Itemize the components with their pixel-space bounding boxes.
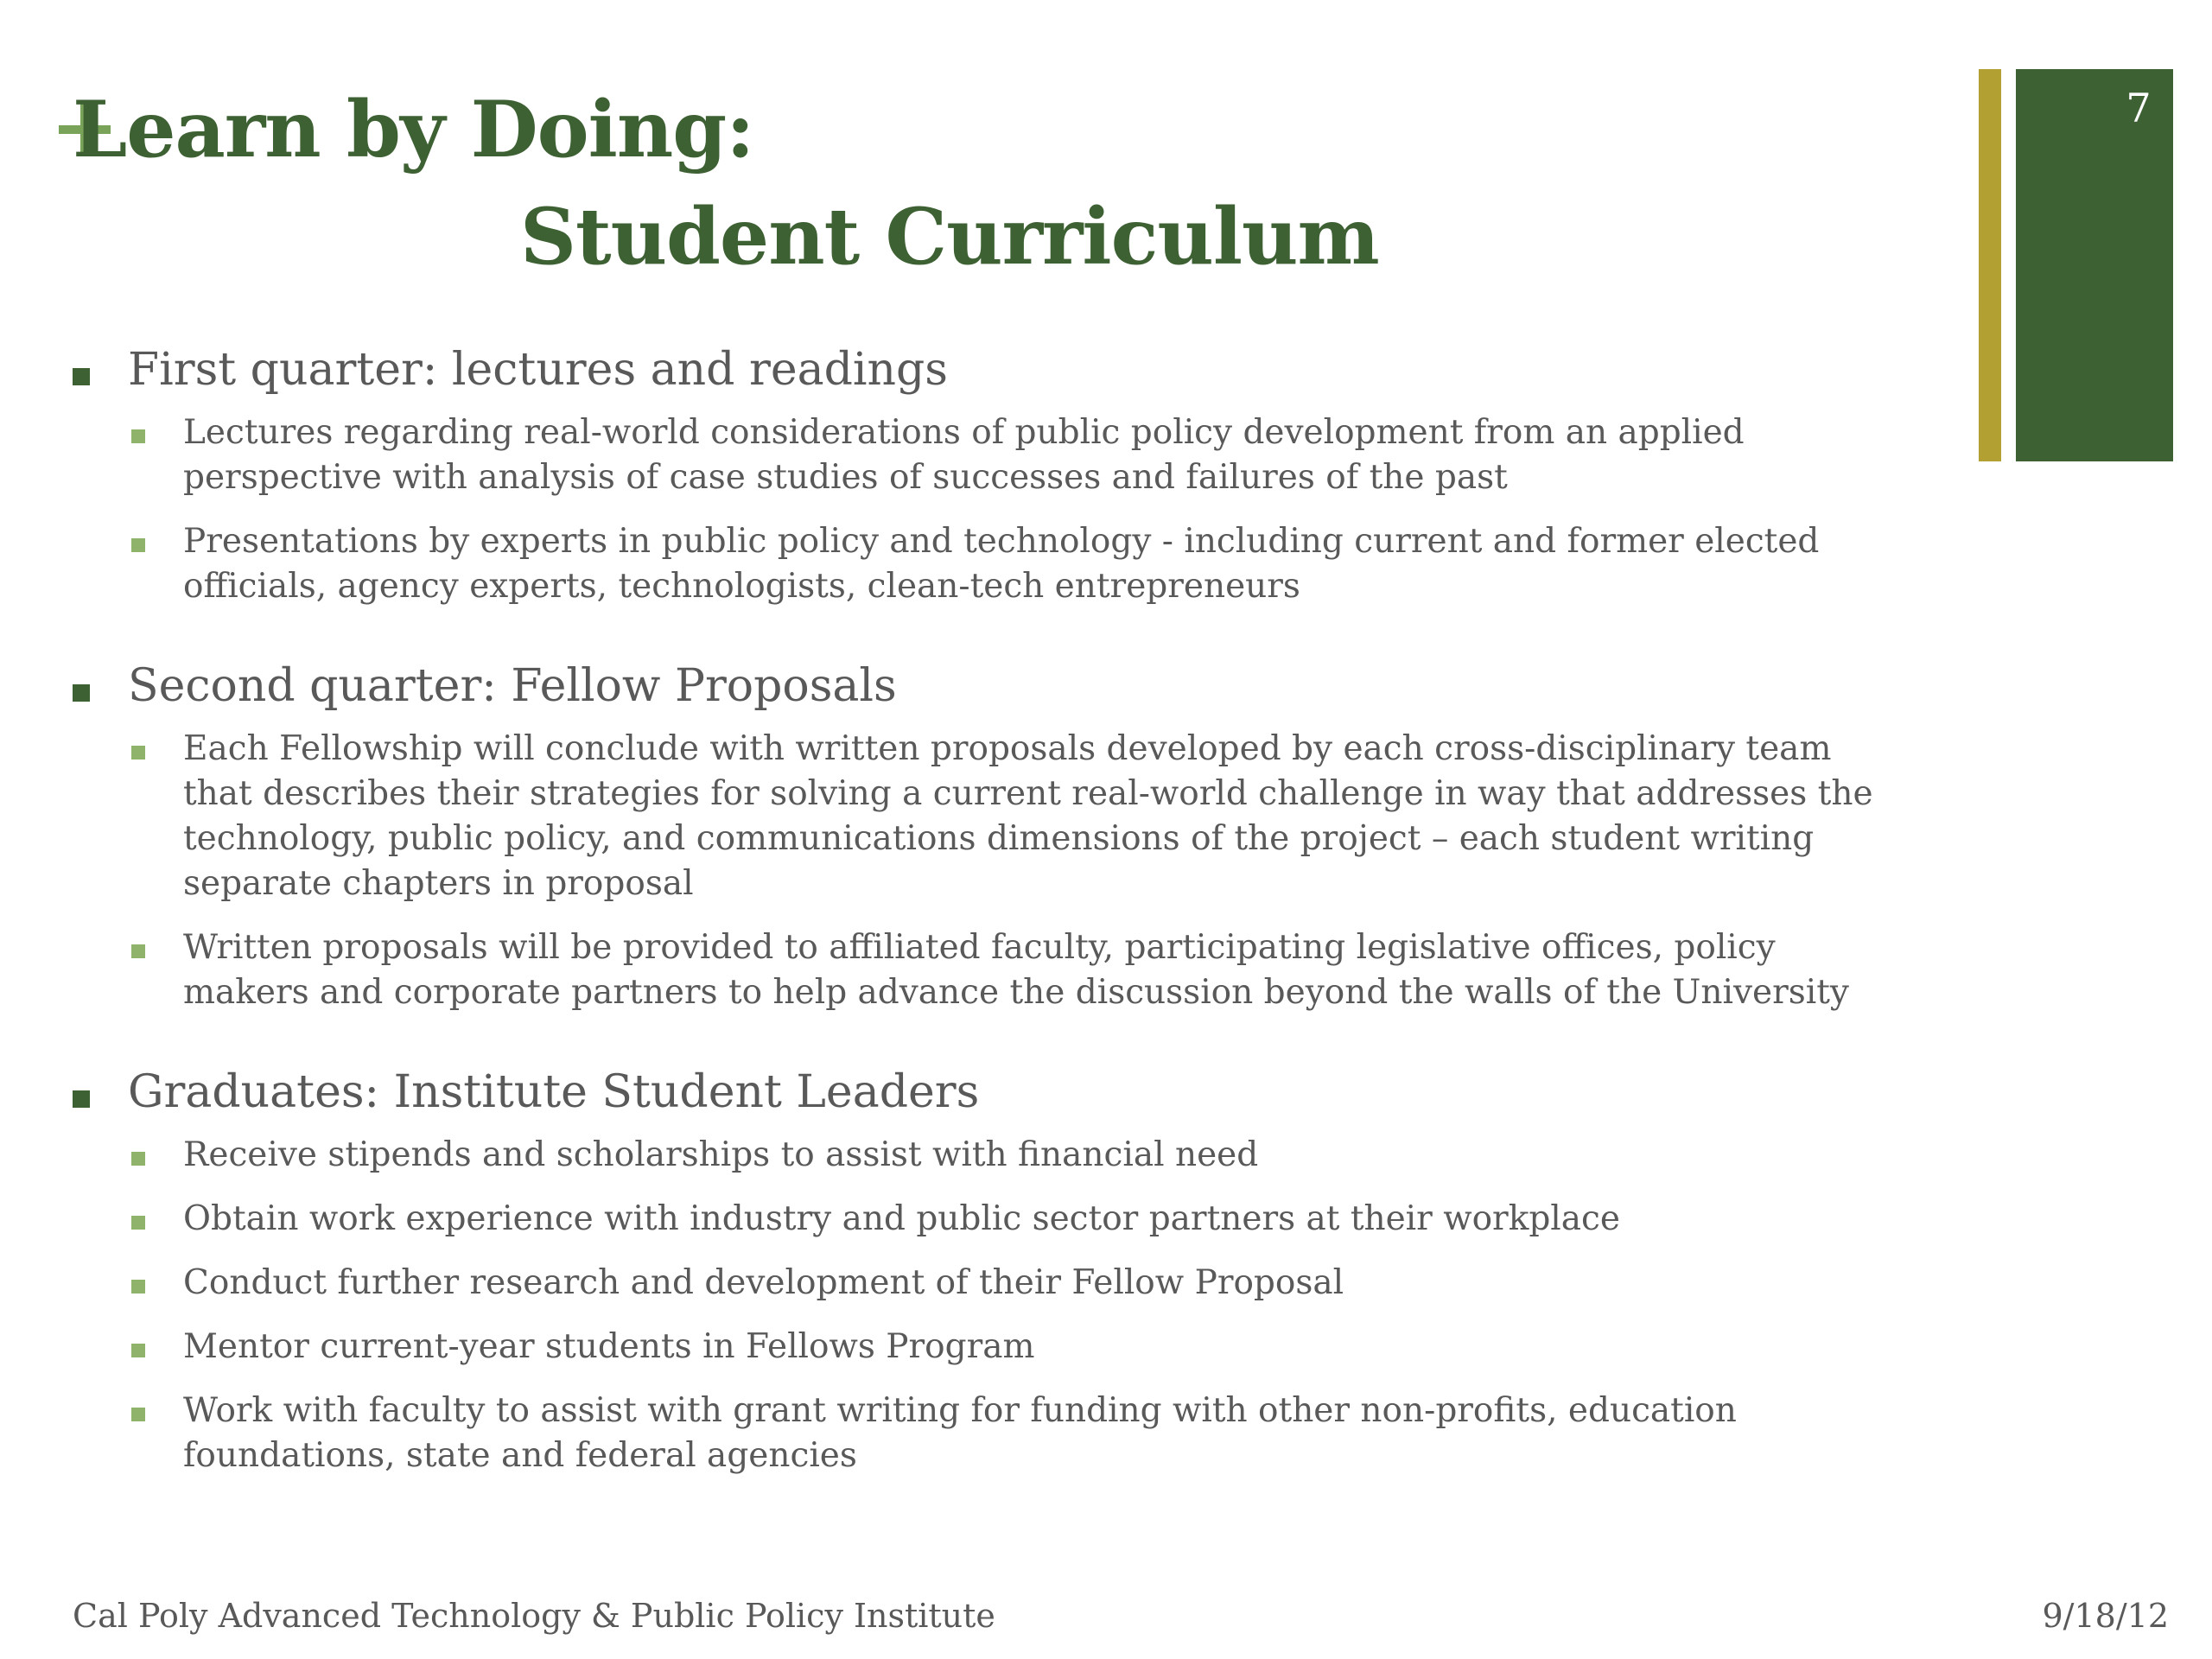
section-graduates <box>73 1064 1878 1478</box>
square-bullet-icon <box>131 538 145 552</box>
square-bullet-icon <box>131 1216 145 1230</box>
section-first-quarter <box>73 341 1878 609</box>
slide-title <box>73 76 1379 290</box>
list-item: Written proposals will be provided to affiliated faculty, participating legislative offices, policy makers and corporate partners to help advance the discussion beyond the walls of the University <box>73 925 1878 1015</box>
accent-bar-gold <box>1979 69 2001 461</box>
footer-organization: Cal Poly Advanced Technology & Public Policy Institute <box>73 1597 995 1635</box>
list-item: Obtain work experience with industry and public sector partners at their workplace <box>73 1197 1878 1242</box>
list-item: Conduct further research and development of their Fellow Proposal <box>73 1261 1878 1306</box>
square-bullet-icon <box>73 684 90 702</box>
title-line-1: Learn by Doing: <box>73 84 754 175</box>
list-item: Presentations by experts in public policy and technology - including current and former elected officials, agency experts, technologists, clean-tech entrepreneurs <box>73 519 1878 609</box>
square-bullet-icon <box>131 746 145 760</box>
list-item: Work with faculty to assist with grant writing for funding with other non-profits, education foundations, state and federal agencies <box>73 1389 1878 1478</box>
section-second-quarter <box>73 658 1878 1015</box>
title-line-2: Student Curriculum <box>520 191 1379 283</box>
list-item: Lectures regarding real-world considerations of public policy development from an applied perspective with analysis of case studies of successes and failures of the past <box>73 410 1878 500</box>
list-item: Each Fellowship will conclude with written proposals developed by each cross-disciplinary team that describes their strategies for solving a current real-world challenge in way that addresses the technology, public policy, and communications dimensions of the project – each student writing separate chapters in proposal <box>73 727 1878 906</box>
square-bullet-icon <box>73 368 90 385</box>
slide-content <box>73 341 1878 1527</box>
section-heading: Graduates: Institute Student Leaders <box>73 1064 1878 1121</box>
square-bullet-icon <box>131 944 145 958</box>
square-bullet-icon <box>131 1344 145 1357</box>
list-item: Mentor current-year students in Fellows Program <box>73 1325 1878 1370</box>
footer-date: 9/18/12 <box>2042 1597 2169 1635</box>
square-bullet-icon <box>131 429 145 443</box>
section-heading: Second quarter: Fellow Proposals <box>73 658 1878 715</box>
square-bullet-icon <box>131 1408 145 1421</box>
slide-number: 7 <box>2126 85 2152 131</box>
square-bullet-icon <box>73 1090 90 1108</box>
square-bullet-icon <box>131 1152 145 1166</box>
section-heading: First quarter: lectures and readings <box>73 341 1878 398</box>
square-bullet-icon <box>131 1280 145 1294</box>
list-item: Receive stipends and scholarships to assist with financial need <box>73 1133 1878 1178</box>
